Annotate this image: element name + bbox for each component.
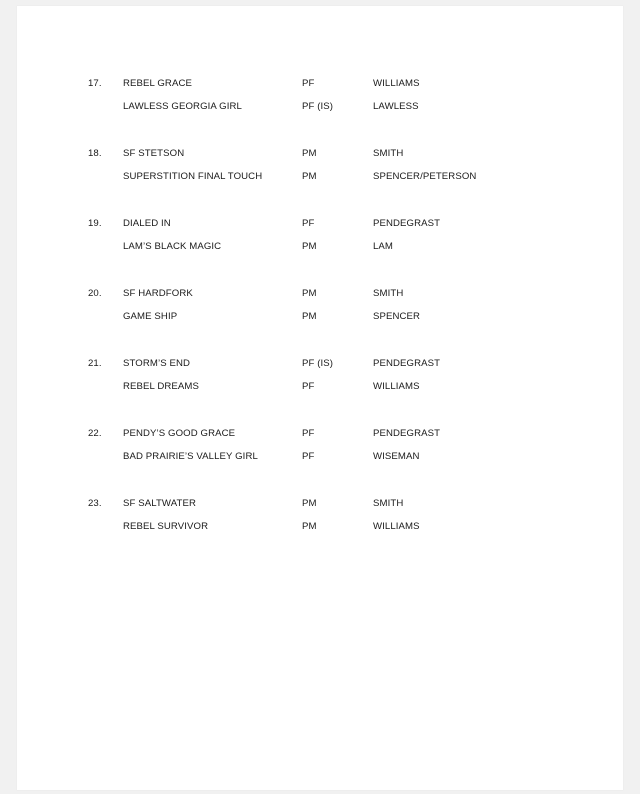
dog-class: PM xyxy=(302,521,317,532)
dog-class: PF xyxy=(302,428,315,439)
entry-row xyxy=(17,100,623,114)
entry-number: 19. xyxy=(88,218,102,229)
dog-name: REBEL SURVIVOR xyxy=(123,521,209,532)
entry-group xyxy=(17,287,623,337)
dog-class: PF xyxy=(302,218,315,229)
entry-row xyxy=(17,170,623,184)
dog-class: PF (IS) xyxy=(302,101,334,112)
dog-owner: PENDEGRAST xyxy=(373,428,441,439)
dog-owner: LAWLESS xyxy=(373,101,419,112)
dog-owner: WILLIAMS xyxy=(373,78,420,89)
entry-row xyxy=(17,520,623,534)
dog-class: PF xyxy=(302,78,315,89)
dog-owner: LAM xyxy=(373,241,394,252)
entry-row xyxy=(17,217,623,231)
entry-number: 20. xyxy=(88,288,102,299)
dog-owner: WILLIAMS xyxy=(373,521,420,532)
entry-row xyxy=(17,450,623,464)
entry-row xyxy=(17,77,623,91)
entry-number: 23. xyxy=(88,498,102,509)
entry-row xyxy=(17,427,623,441)
dog-owner: SMITH xyxy=(373,288,404,299)
entry-number: 17. xyxy=(88,78,102,89)
entry-number: 18. xyxy=(88,148,102,159)
entry-row xyxy=(17,497,623,511)
dog-name: STORM’S END xyxy=(123,358,191,369)
entry-row xyxy=(17,240,623,254)
dog-name: LAWLESS GEORGIA GIRL xyxy=(123,101,242,112)
entry-group xyxy=(17,147,623,197)
dog-name: GAME SHIP xyxy=(123,311,178,322)
entry-number: 22. xyxy=(88,428,102,439)
entry-group xyxy=(17,427,623,477)
dog-name: SF STETSON xyxy=(123,148,185,159)
dog-owner: SPENCER/PETERSON xyxy=(373,171,477,182)
entry-group xyxy=(17,77,623,127)
entry-row xyxy=(17,357,623,371)
dog-name: REBEL DREAMS xyxy=(123,381,200,392)
dog-class: PM xyxy=(302,311,317,322)
dog-class: PF xyxy=(302,381,315,392)
dog-name: SF HARDFORK xyxy=(123,288,193,299)
entry-group xyxy=(17,357,623,407)
entry-row xyxy=(17,310,623,324)
entry-group xyxy=(17,217,623,267)
document-page xyxy=(17,6,623,790)
dog-owner: WISEMAN xyxy=(373,451,420,462)
entry-row xyxy=(17,147,623,161)
dog-class: PM xyxy=(302,498,317,509)
dog-owner: SMITH xyxy=(373,148,404,159)
dog-owner: WILLIAMS xyxy=(373,381,420,392)
entry-row xyxy=(17,380,623,394)
dog-name: REBEL GRACE xyxy=(123,78,192,89)
entry-row xyxy=(17,287,623,301)
dog-class: PM xyxy=(302,288,317,299)
dog-class: PM xyxy=(302,241,317,252)
dog-class: PF xyxy=(302,451,315,462)
dog-class: PM xyxy=(302,171,317,182)
dog-owner: PENDEGRAST xyxy=(373,218,441,229)
dog-owner: PENDEGRAST xyxy=(373,358,441,369)
dog-name: DIALED IN xyxy=(123,218,171,229)
dog-name: LAM’S BLACK MAGIC xyxy=(123,241,222,252)
dog-name: SUPERSTITION FINAL TOUCH xyxy=(123,171,263,182)
dog-name: PENDY’S GOOD GRACE xyxy=(123,428,236,439)
dog-name: SF SALTWATER xyxy=(123,498,196,509)
entry-group xyxy=(17,497,623,547)
dog-owner: SPENCER xyxy=(373,311,421,322)
dog-class: PF (IS) xyxy=(302,358,334,369)
dog-name: BAD PRAIRIE’S VALLEY GIRL xyxy=(123,451,258,462)
dog-owner: SMITH xyxy=(373,498,404,509)
dog-class: PM xyxy=(302,148,317,159)
entry-number: 21. xyxy=(88,358,102,369)
